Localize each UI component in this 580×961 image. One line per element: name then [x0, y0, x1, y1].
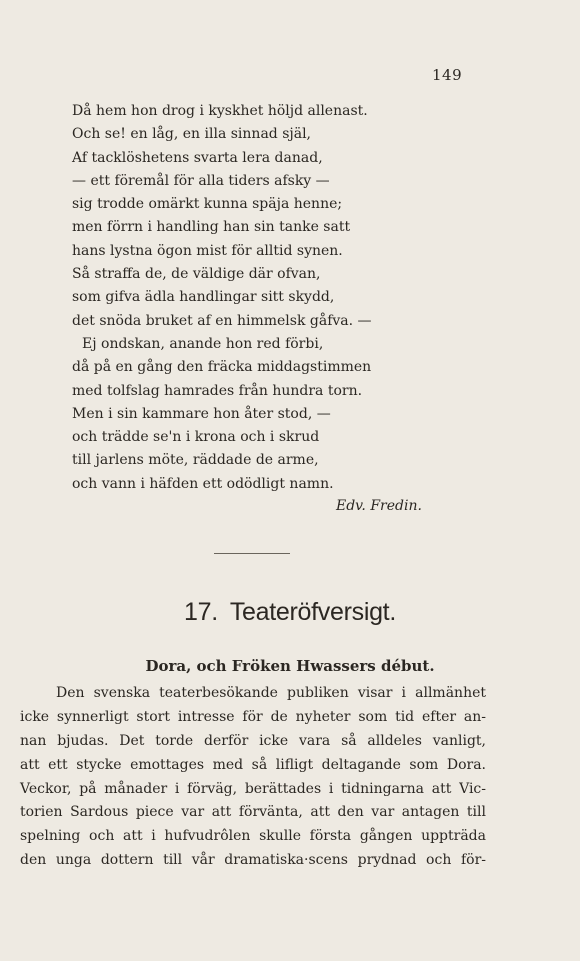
poem-line: Så straffa de, de väldige där ofvan, [72, 266, 321, 283]
paragraph-line: den unga dottern till vår dramatiska·scens prydnad och för- [20, 852, 486, 869]
poem [72, 100, 472, 496]
paragraph-line: spelning och att i hufvudrôlen skulle första gången uppträda [20, 828, 486, 845]
poem-line: Och se! en låg, en illa sinnad själ, [72, 126, 312, 143]
poem-line: men förrn i handling han sin tanke satt [72, 219, 351, 236]
article-title: Dora, och Fröken Hwassers début. [145, 657, 435, 675]
poem-line: Ej ondskan, anande hon red förbi, [82, 335, 324, 352]
paragraph-line: Den svenska teaterbesökande publiken visar i allmänhet [56, 685, 486, 701]
poem-signature: Edv. Fredin. [336, 498, 422, 514]
section-divider [214, 553, 290, 554]
poem-line: och trädde se'n i krona och i skrud [72, 429, 320, 446]
poem-line: Af tacklöshetens svarta lera danad, [72, 149, 323, 166]
paragraph-line: att ett stycke emottages med så lifligt deltagande som Dora. [20, 756, 486, 773]
chapter-title: Teateröfversigt. [229, 598, 396, 626]
poem-line: Då hem hon drog i kyskhet höljd allenast. [72, 103, 368, 119]
poem-line: som gifva ädla handlingar sitt skydd, [72, 289, 335, 306]
poem-line: det snöda bruket af en himmelsk gåfva. — [72, 312, 372, 329]
poem-line: och vann i häfden ett odödligt namn. [72, 475, 334, 492]
chapter-heading [0, 598, 580, 627]
poem-line: då på en gång den fräcka middagstimmen [72, 359, 372, 376]
poem-line: till jarlens möte, räddade de arme, [72, 452, 319, 469]
article-body [20, 682, 486, 873]
poem-line: — ett föremål för alla tiders afsky — [72, 172, 330, 189]
poem-line: Men i sin kammare hon åter stod, — [72, 405, 331, 422]
poem-line: sig trodde omärkt kunna späja henne; [72, 196, 343, 213]
paragraph-line: icke synnerligt stort intresse för de nyheter som tid efter an- [20, 708, 486, 725]
poem-line: hans lystna ögon mist för alltid synen. [72, 242, 343, 259]
paragraph-line: torien Sardous piece var att förvänta, att den var antagen till [20, 804, 486, 821]
chapter-number: 17. [184, 598, 218, 626]
page-number: 149 [432, 66, 463, 84]
poem-line: med tolfslag hamrades från hundra torn. [72, 382, 363, 399]
paragraph-line: nan bjudas. Det torde derför icke vara så alldeles vanligt, [20, 732, 486, 749]
paragraph-line: Veckor, på månader i förväg, berättades i tidningarna att Vic- [20, 780, 486, 797]
